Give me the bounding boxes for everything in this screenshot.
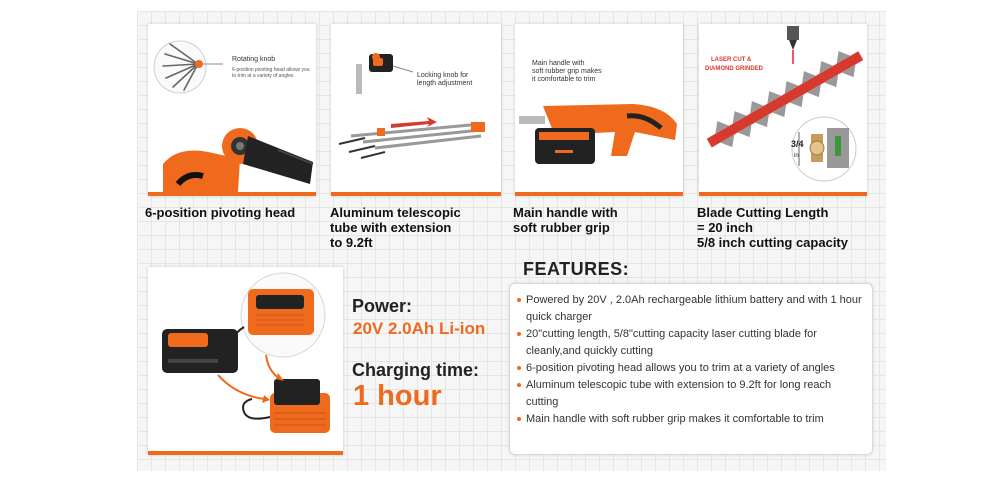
main-handle-note-line3: it comfortable to trim (532, 76, 596, 83)
main-handle-illustration (515, 24, 683, 192)
feature-text: 20"cutting length, 5/8"cutting capacity laser cutting blade for cleanly,and quickly cutting (526, 328, 817, 357)
telescopic-tube-caption-line2: tube with extension (330, 220, 452, 235)
features-title: FEATURES: (523, 259, 630, 279)
cutting-unit-label: in (794, 153, 799, 159)
telescopic-tube-illustration (331, 24, 501, 192)
features-list-box (509, 283, 873, 455)
feature-text: 6-position pivoting head allows you to trim at a variety of angles (526, 362, 835, 374)
feature-item (516, 292, 862, 326)
feature-text: Aluminum telescopic tube with extension to 9.2ft for long reach cutting (526, 379, 832, 408)
battery-charger-card (148, 267, 343, 455)
telescopic-tube-card (331, 24, 501, 196)
laser-cut-note-line2: DIAMOND GRINDED (705, 66, 763, 72)
feature-item (516, 360, 862, 377)
main-handle-note-line2: soft rubber grip makes (532, 68, 602, 75)
bullet-icon (517, 417, 521, 421)
bullet-icon (517, 332, 521, 336)
blade-caption-line1: Blade Cutting Length (697, 205, 829, 220)
feature-item (516, 411, 862, 428)
main-handle-note-line1: Main handle with (532, 60, 585, 67)
feature-text: Powered by 20V , 2.0Ah rechargeable lithium battery and with 1 hour quick charger (526, 294, 862, 323)
power-value: 20V 2.0Ah Li-ion (353, 319, 486, 338)
features-list (516, 292, 862, 428)
blade-illustration (699, 24, 867, 192)
charging-time-label: Charging time: (352, 360, 480, 380)
main-handle-card (515, 24, 683, 196)
pivot-head-subnote: 6-position pivoting head allows you to trim at a variety of angles (232, 67, 310, 79)
power-label: Power: (352, 296, 413, 316)
telescopic-tube-caption-line3: to 9.2ft (330, 235, 373, 250)
blade-caption-line2: = 20 inch (697, 220, 753, 235)
feature-item (516, 326, 862, 360)
pivot-head-caption: 6-position pivoting head (145, 205, 296, 220)
bullet-icon (517, 366, 521, 370)
blade-caption-line3: 5/8 inch cutting capacity (697, 235, 848, 250)
laser-cut-note-line1: LASER CUT & (711, 57, 752, 63)
main-handle-caption-line1: Main handle with (513, 205, 618, 220)
pivot-head-card (148, 24, 316, 196)
bullet-icon (517, 298, 521, 302)
locking-knob-note-line1: Locking knob for (417, 72, 469, 79)
bullet-icon (517, 383, 521, 387)
feature-text: Main handle with soft rubber grip makes it comfortable to trim (526, 413, 824, 425)
main-handle-caption-line2: soft rubber grip (513, 220, 610, 235)
battery-charger-illustration (148, 267, 343, 451)
cutting-fraction-label: 3/4 (791, 139, 804, 149)
blade-card (699, 24, 867, 196)
charging-time-value: 1 hour (353, 380, 442, 412)
locking-knob-note-line2: length adjustment (417, 80, 473, 87)
pivot-head-illustration (148, 24, 316, 192)
feature-item (516, 377, 862, 411)
rotating-knob-note: Rotating knob (232, 56, 276, 63)
telescopic-tube-caption-line1: Aluminum telescopic (330, 205, 461, 220)
